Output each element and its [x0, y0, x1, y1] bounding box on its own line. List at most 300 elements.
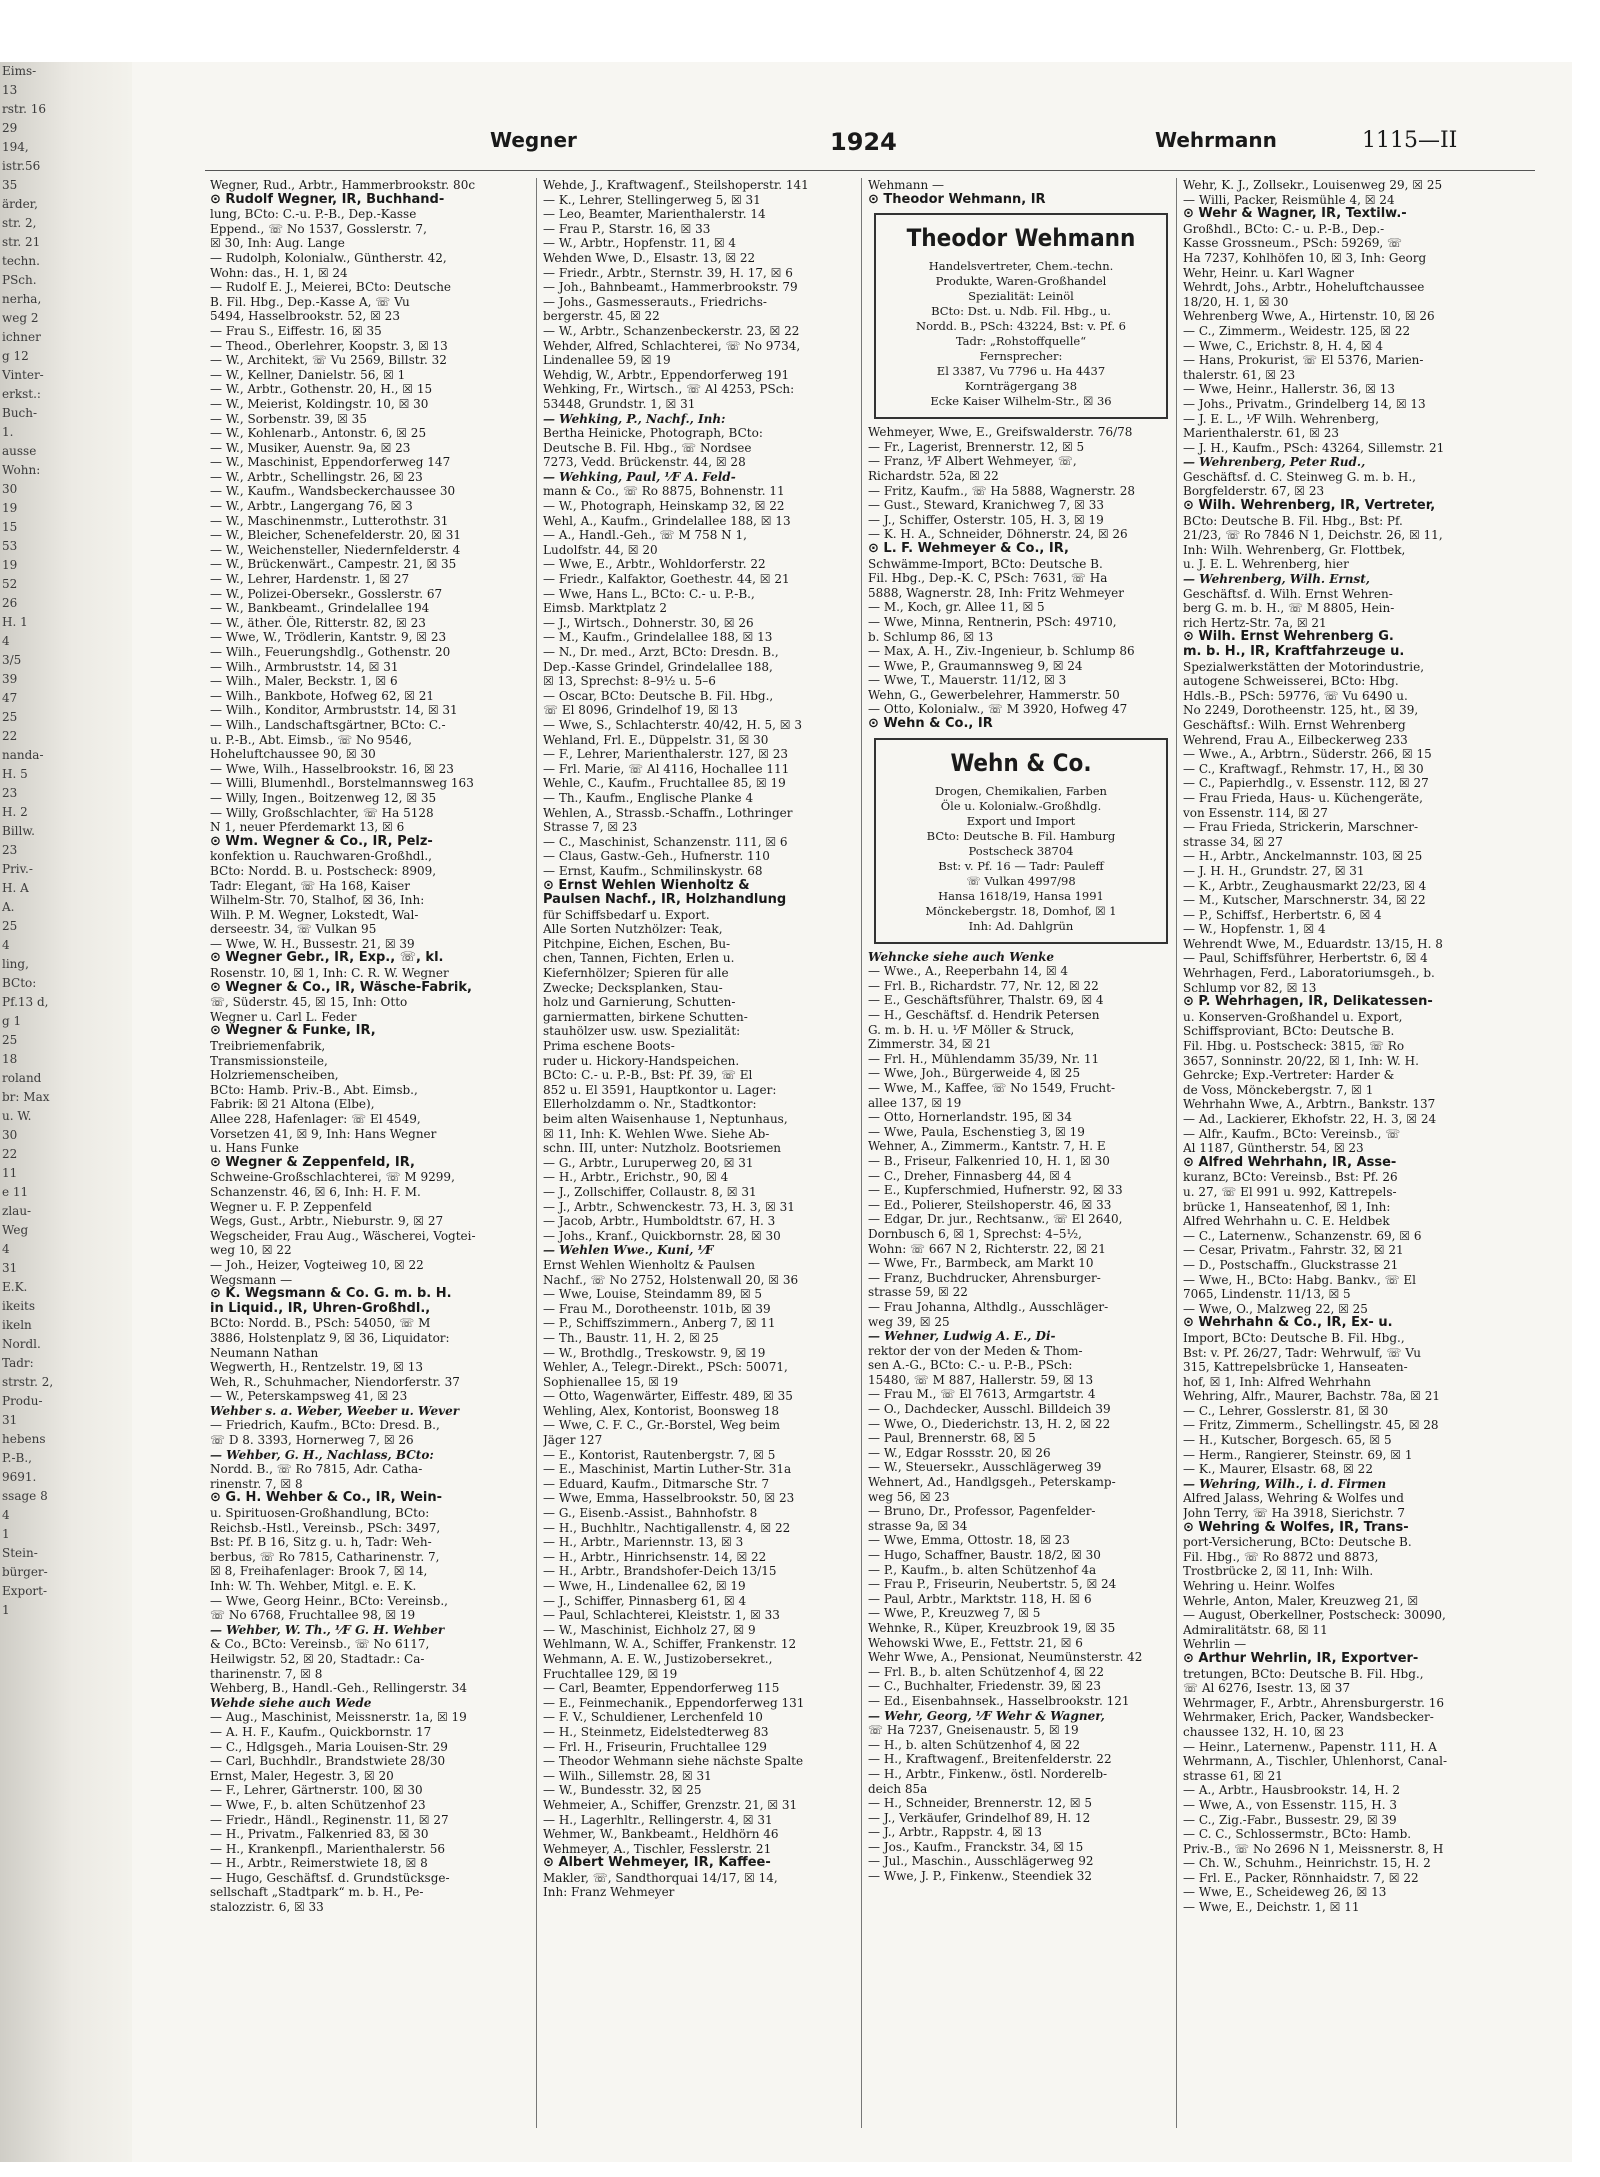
directory-entry: ☒ 8, Freihafenlager: Brook 7, ☒ 14, [210, 1564, 428, 1579]
directory-entry: — O., Dachdecker, Ausschl. Billdeich 39 [868, 1402, 1111, 1417]
directory-entry: allee 137, ☒ 19 [868, 1095, 962, 1110]
directory-entry: ⊙ G. H. Wehber & Co., IR, Wein- [210, 1491, 442, 1506]
directory-entry: — Wwe., A., Arbtrn., Süderstr. 266, ☒ 15 [1183, 747, 1432, 762]
directory-entry: Wehmann — [868, 178, 944, 192]
directory-entry: Schweine-Großschlachterei, ☏ M 9299, [210, 1170, 455, 1185]
directory-entry: u. P.-B., Abt. Eimsb., ☏ No 9546, [210, 732, 412, 747]
directory-entry: Spezialwerkstätten der Motorindustrie, [1183, 659, 1425, 674]
directory-entry: Wegscheider, Frau Aug., Wäscherei, Vogtei- [210, 1228, 476, 1243]
directory-entry: Bst: Pf. B 16, Sitz g. u. h, Tadr: Weh- [210, 1535, 432, 1550]
directory-entry: Zwecke; Decksplanken, Stau- [543, 980, 723, 995]
directory-entry: — W., Kohlenarb., Antonstr. 6, ☒ 25 [210, 426, 427, 441]
directory-entry: — C., Kraftwagf., Rehmstr. 17, H., ☒ 30 [1183, 761, 1424, 776]
binding-fragment: 1 [2, 1527, 10, 1541]
directory-entry: Wegsmann — [210, 1272, 293, 1287]
directory-entry: Schiffsproviant, BCto: Deutsche B. [1183, 1024, 1395, 1039]
directory-entry: — Wwe, E., Scheideweg 26, ☒ 13 [1183, 1885, 1387, 1900]
directory-entry: sen A.-G., BCto: C.- u. P.-B., PSch: [868, 1358, 1073, 1373]
directory-entry: — C., Buchhalter, Friedenstr. 39, ☒ 23 [868, 1679, 1101, 1694]
directory-entry: — Frau Johanna, Althdlg., Ausschläger- [868, 1299, 1109, 1314]
directory-entry: — N., Dr. med., Arzt, BCto: Dresdn. B., [543, 645, 779, 659]
directory-entry: — Max, A. H., Ziv.-Ingenieur, b. Schlump 86 [868, 644, 1135, 659]
binding-fragment: 25 [2, 919, 18, 933]
directory-entry: — J., Schiffer, Pinnasberg 61, ☒ 4 [543, 1593, 747, 1608]
directory-entry: — W., Hopfenstr. 1, ☒ 4 [1183, 922, 1326, 937]
ad-line: BCto: Dst. u. Ndb. Fil. Hbg., u. [931, 304, 1111, 319]
directory-entry: tretungen, BCto: Deutsche B. Fil. Hbg., [1183, 1666, 1424, 1681]
directory-entry: Eppend., ☏ No 1537, Gosslerstr. 7, [210, 221, 427, 236]
directory-entry: Wehmeyer, Wwe, E., Greifswalderstr. 76/78 [868, 425, 1133, 440]
directory-entry: Dornbusch 6, ☒ 1, Sprechst: 4–5½, [868, 1226, 1082, 1241]
directory-entry: Wehrmaker, Erich, Packer, Wandsbecker- [1183, 1710, 1434, 1725]
directory-entry: — J., Zollschiffer, Collaustr. 8, ☒ 31 [543, 1184, 757, 1199]
directory-entry: Wehrlin — [1183, 1637, 1247, 1652]
directory-entry: Wehner, A., Zimmerm., Kantstr. 7, H. E [868, 1139, 1106, 1154]
directory-entry: Kasse Grossneum., PSch: 59269, ☏ [1183, 236, 1403, 251]
binding-fragment: 1 [2, 1603, 10, 1617]
binding-fragment: ärder, [2, 197, 38, 211]
directory-entry: ⊙ Wehring & Wolfes, IR, Trans- [1183, 1520, 1409, 1535]
directory-entry: Hdls.-B., PSch: 59776, ☏ Vu 6490 u. [1183, 688, 1408, 703]
directory-entry: — Bruno, Dr., Professor, Pagenfelder- [868, 1504, 1096, 1519]
ad-line: Spezialität: Leinöl [968, 289, 1074, 304]
binding-fragment: BCto: [2, 976, 37, 990]
directory-entry: — D., Postschaffn., Gluckstrasse 21 [1183, 1257, 1399, 1272]
binding-fragment: ikeits [2, 1299, 36, 1313]
ad-line: Mönckebergstr. 18, Domhof, ☒ 1 [925, 903, 1117, 918]
directory-entry: Fil. Hbg., ☏ Ro 8872 und 8873, [1183, 1549, 1379, 1564]
directory-entry: Großhdl., BCto: C.- u. P.-B., Dep.- [1183, 221, 1385, 236]
directory-entry: — W., Maschinenmstr., Lutterothstr. 31 [210, 513, 449, 528]
directory-entry: Wehrend, Frau A., Eilbeckerweg 233 [1183, 732, 1408, 747]
directory-entry: Wehrendt Wwe, M., Eduardstr. 13/15, H. 8 [1183, 936, 1443, 951]
binding-fragment: 3/5 [2, 653, 22, 667]
directory-entry: — W., Musiker, Auenstr. 9a, ☒ 23 [210, 440, 411, 455]
directory-entry: m. b. H., IR, Kraftfahrzeuge u. [1183, 645, 1405, 659]
directory-entry: — Claus, Gastw.-Geh., Hufnerstr. 110 [543, 849, 770, 864]
directory-entry: Lindenallee 59, ☒ 19 [543, 353, 671, 368]
directory-entry: — J., Arbtr., Schwenckestr. 73, H. 3, ☒ 31 [543, 1199, 795, 1214]
directory-entry: Prima eschene Boots- [543, 1039, 675, 1054]
directory-entry: ☏ D 8. 3393, Hornerweg 7, ☒ 26 [210, 1433, 414, 1448]
directory-entry: Wehnert, Ad., Handlgsgeh., Peterskamp- [868, 1475, 1116, 1490]
directory-entry: Wehlmann, W. A., Schiffer, Frankenstr. 12 [543, 1637, 797, 1652]
directory-entry: ⊙ Albert Wehmeyer, IR, Kaffee- [543, 1856, 771, 1871]
directory-entry: — M., Koch, gr. Allee 11, ☒ 5 [868, 600, 1045, 615]
directory-entry: — H., Arbtr., Hinrichsenstr. 14, ☒ 22 [543, 1549, 767, 1564]
directory-entry: Fruchtallee 129, ☒ 19 [543, 1666, 678, 1681]
directory-entry: — C., Zig.-Fabr., Bussestr. 29, ☒ 39 [1183, 1812, 1397, 1827]
directory-entry: u. Spirituosen-Großhandlung, BCto: [210, 1506, 430, 1521]
directory-entry: — F., Lehrer, Marienthalerstr. 127, ☒ 23 [543, 747, 789, 762]
directory-entry: — Jacob, Arbtr., Humboldtstr. 67, H. 3 [543, 1214, 776, 1229]
directory-entry: — Wehner, Ludwig A. E., Di- [868, 1329, 1056, 1344]
binding-fragment: 4 [2, 938, 10, 952]
directory-entry: — E., Kupferschmied, Hufnerstr. 92, ☒ 33 [868, 1183, 1123, 1198]
directory-entry: holz und Garnierung, Schutten- [543, 995, 736, 1010]
directory-entry: — G., Arbtr., Luruperweg 20, ☒ 31 [543, 1155, 754, 1170]
directory-entry: — Fr., Lagerist, Brennerstr. 12, ☒ 5 [868, 439, 1085, 454]
directory-entry: 315, Kattrepelsbrücke 1, Hanseaten- [1183, 1360, 1408, 1375]
ad-line: Export und Import [966, 813, 1076, 828]
directory-entry: — C., Laternenw., Schanzenstr. 69, ☒ 6 [1183, 1228, 1422, 1243]
directory-entry: Wehland, Frl. E., Düppelstr. 31, ☒ 30 [543, 732, 769, 747]
binding-fragment: 39 [2, 672, 18, 686]
directory-entry: — Wilh., Bankbote, Hofweg 62, ☒ 21 [210, 688, 434, 703]
directory-entry: konfektion u. Rauchwaren-Großhdl., [210, 849, 432, 864]
directory-entry: Zimmerstr. 34, ☒ 21 [868, 1037, 992, 1052]
directory-entry: — Wwe, F., b. alten Schützenhof 23 [210, 1797, 426, 1812]
binding-fragment: 47 [2, 691, 18, 705]
directory-entry: in Liquid., IR, Uhren-Großhdl., [210, 1301, 431, 1316]
directory-entry: — C., Lehrer, Gosslerstr. 81, ☒ 30 [1183, 1403, 1389, 1418]
directory-entry: — B., Friseur, Falkenried 10, H. 1, ☒ 30 [868, 1153, 1110, 1168]
directory-entry: Wehking, Fr., Wirtsch., ☏ Al 4253, PSch: [543, 382, 795, 397]
directory-entry: — W., Arbtr., Gothenstr. 20, H., ☒ 15 [210, 382, 433, 397]
directory-entry: Fabrik: ☒ 21 Altona (Elbe), [210, 1097, 375, 1112]
directory-entry: — Carl, Beamter, Eppendorferweg 115 [543, 1681, 780, 1696]
directory-entry: Trostbrücke 2, ☒ 11, Inh: Wilh. [1183, 1564, 1374, 1579]
directory-entry: — P., Schiffsf., Herbertstr. 6, ☒ 4 [1183, 907, 1382, 922]
binding-fragment: hebens [2, 1432, 46, 1446]
directory-entry: — H., Arbtr., Anckelmannstr. 103, ☒ 25 [1183, 849, 1423, 864]
directory-entry: Nachf., ☏ No 2752, Holstenwall 20, ☒ 36 [543, 1272, 799, 1287]
directory-entry: Wehde, J., Kraftwagenf., Steilshoperstr. 141 [543, 178, 809, 192]
binding-fragment: H. A [2, 881, 29, 895]
directory-entry: — W., Architekt, ☏ Vu 2569, Billstr. 32 [210, 353, 447, 368]
directory-entry: — Wwe, T., Mauerstr. 11/12, ☒ 3 [868, 673, 1067, 688]
binding-fragment: 53 [2, 539, 18, 553]
directory-entry: — K., Maurer, Elsastr. 68, ☒ 22 [1183, 1462, 1373, 1477]
directory-entry: G. m. b. H. u. ⅟F Möller & Struck, [868, 1022, 1075, 1037]
directory-entry: — H., Buchhltr., Nachtigallenstr. 4, ☒ 22 [543, 1520, 791, 1535]
directory-entry: von Essenstr. 114, ☒ 27 [1183, 805, 1328, 820]
directory-entry: Jäger 127 [543, 1433, 603, 1448]
directory-entry: — W., Arbtr., Schellingstr. 26, ☒ 23 [210, 469, 423, 484]
directory-entry: Wehdig, W., Arbtr., Eppendorferweg 191 [543, 367, 790, 382]
directory-entry: — Th., Baustr. 11, H. 2, ☒ 25 [543, 1330, 719, 1345]
directory-entry: Wehmann, A. E. W., Justizobersekret., [543, 1651, 773, 1666]
directory-entry: ⊙ K. Wegsmann & Co. G. m. b. H. [210, 1287, 452, 1302]
binding-fragment: nerha, [2, 292, 42, 306]
binding-fragment: 22 [2, 1147, 18, 1161]
binding-fragment: 52 [2, 577, 18, 591]
binding-fragment: Pf.13 d, [2, 995, 49, 1009]
directory-entry: — Wwe, A., von Essenstr. 115, H. 3 [1183, 1797, 1398, 1812]
directory-entry: — Wehrenberg, Peter Rud., [1183, 455, 1366, 470]
directory-entry: — Fritz, Zimmerm., Schellingstr. 45, ☒ 28 [1183, 1418, 1439, 1433]
directory-entry: autogene Schweisserei, BCto: Hbg. [1183, 674, 1399, 689]
ad-line: ☏ Vulkan 4997/98 [966, 873, 1076, 888]
binding-fragment: A. [2, 900, 15, 914]
directory-entry: — Wehrenberg, Wilh. Ernst, [1183, 572, 1370, 587]
directory-entry: — W., Bankbeamt., Grindelallee 194 [210, 601, 430, 616]
directory-entry: — Jul., Maschin., Ausschlägerweg 92 [868, 1854, 1094, 1869]
directory-entry: — H., Privatm., Falkenried 83, ☒ 30 [210, 1827, 429, 1842]
directory-entry: — F., Lehrer, Gärtnerstr. 100, ☒ 30 [210, 1783, 423, 1798]
directory-entry: — W., Maschinist, Eichholz 27, ☒ 9 [543, 1622, 756, 1637]
directory-entry: derseestr. 34, ☏ Vulkan 95 [210, 922, 377, 937]
directory-entry: — W., Arbtr., Langergang 76, ☒ 3 [210, 499, 413, 514]
directory-entry: — Wwe, Emma, Hasselbrookstr. 50, ☒ 23 [543, 1491, 795, 1506]
directory-entry: — F. V., Schuldiener, Lerchenfeld 10 [543, 1710, 763, 1725]
directory-entry: — M., Kaufm., Grindelallee 188, ☒ 13 [543, 630, 773, 645]
directory-entry: Treibriemenfabrik, [210, 1039, 326, 1054]
directory-entry: stalozzistr. 6, ☒ 33 [210, 1900, 324, 1915]
ad-line: Nordd. B., PSch: 43224, Bst: v. Pf. 6 [916, 319, 1126, 334]
directory-entry: ☒ 11, Inh: K. Wehlen Wwe. Siehe Ab- [543, 1126, 770, 1141]
directory-entry: Alfred Wehrhahn u. C. E. Heldbek [1183, 1214, 1390, 1229]
binding-fragment: 4 [2, 634, 10, 648]
directory-entry: — J. E. L., ⅟F Wilh. Wehrenberg, [1183, 411, 1380, 426]
directory-entry: — Hugo, Schaffner, Baustr. 18/2, ☒ 30 [868, 1548, 1101, 1562]
directory-entry: 3657, Sonninstr. 20/22, ☒ 1, Inh: W. H. [1183, 1053, 1419, 1068]
ad-line: Kornträgergang 38 [964, 379, 1078, 394]
binding-fragment: rstr. 16 [2, 102, 47, 116]
directory-entry: Wegner u. Carl L. Feder [210, 1009, 357, 1024]
directory-entry: — Wilh., Landschaftsgärtner, BCto: C.- [210, 717, 446, 732]
directory-entry: — C., Hdlgsgeh., Maria Louisen-Str. 29 [210, 1739, 448, 1754]
directory-entry: Wegner, Rud., Arbtr., Hammerbrookstr. 80c [210, 178, 476, 192]
directory-entry: ☏ Ha 7237, Gneisenaustr. 5, ☒ 19 [868, 1723, 1079, 1738]
binding-fragment: 9691. [2, 1470, 37, 1484]
directory-entry: — Paul, Brennerstr. 68, ☒ 5 [868, 1431, 1036, 1446]
directory-entry: — Wwe, W. H., Bussestr. 21, ☒ 39 [210, 936, 415, 951]
advertisement-wehn [874, 738, 1168, 944]
directory-entry: für Schiffsbedarf u. Export. [543, 907, 710, 922]
binding-fragment: 4 [2, 1242, 10, 1256]
directory-entry: — E., Geschäftsführer, Thalstr. 69, ☒ 4 [868, 993, 1104, 1008]
directory-entry: weg 10, ☒ 22 [210, 1243, 292, 1258]
directory-entry: — H., Krankenpfl., Marienthalerstr. 56 [210, 1841, 446, 1856]
binding-fragment: 30 [2, 1128, 18, 1142]
directory-entry: — H., b. alten Schützenhof 4, ☒ 22 [868, 1737, 1081, 1752]
directory-entry: — A., Arbtr., Hausbrookstr. 14, H. 2 [1183, 1783, 1400, 1798]
directory-entry: Schanzenstr. 46, ☒ 6, Inh: H. F. M. [210, 1184, 421, 1199]
directory-entry: — A., Handl.-Geh., ☏ M 758 N 1, [543, 528, 747, 543]
header-last-entry: Wehrmann [1155, 128, 1277, 152]
binding-fragment: 30 [2, 482, 18, 496]
directory-entry: Kiefernhölzer; Spieren für alle [543, 966, 729, 981]
directory-entry: — Ad., Lackierer, Ekhofstr. 22, H. 3, ☒ 24 [1183, 1112, 1437, 1126]
directory-entry: ☒ 30, Inh: Aug. Lange [210, 236, 345, 251]
binding-fragment: Stein- [2, 1546, 38, 1560]
directory-entry: — E., Maschinist, Martin Luther-Str. 31a [543, 1462, 792, 1477]
directory-entry: — Johs., Kranf., Quickbornstr. 28, ☒ 30 [543, 1228, 781, 1243]
binding-fragment: g 12 [2, 349, 29, 363]
directory-entry: — Johs., Privatm., Grindelberg 14, ☒ 13 [1183, 396, 1426, 411]
ad-line: Fernsprecher: [979, 349, 1063, 364]
directory-entry: — W., Arbtr., Hopfenstr. 11, ☒ 4 [543, 236, 737, 251]
directory-entry: ☏ Al 6276, Isestr. 13, ☒ 37 [1183, 1681, 1351, 1696]
directory-entry: port-Versicherung, BCto: Deutsche B. [1183, 1535, 1412, 1550]
directory-entry: Alle Sorten Nutzhölzer: Teak, [543, 922, 723, 937]
directory-entry: strasse 61, ☒ 21 [1183, 1768, 1283, 1783]
directory-entry: — C., Zimmerm., Weidestr. 125, ☒ 22 [1183, 323, 1411, 338]
directory-entry: weg 56, ☒ 23 [868, 1489, 950, 1504]
directory-entry: — Ed., Eisenbahnsek., Hasselbrookstr. 121 [868, 1693, 1130, 1708]
directory-entry: — Frau M., Dorotheenstr. 101b, ☒ 39 [543, 1301, 771, 1316]
directory-entry: — W., Bleicher, Schenefelderstr. 20, ☒ 31 [210, 528, 461, 543]
directory-entry: ⊙ Arthur Wehrlin, IR, Exportver- [1183, 1651, 1419, 1666]
directory-entry: strasse 34, ☒ 27 [1183, 834, 1283, 849]
advertisement-wehmann [874, 213, 1168, 419]
ad-line: Inh: Ad. Dahlgrün [968, 918, 1074, 933]
binding-fragment: Tadr: [2, 1356, 34, 1370]
directory-entry: — Heinr., Laternenw., Papenstr. 111, H. A [1183, 1739, 1437, 1754]
directory-entry: — Rudolph, Kolonialw., Güntherstr. 42, [210, 250, 447, 265]
directory-entry: — Frl. H., Friseurin, Fruchtallee 129 [543, 1739, 767, 1754]
binding-fragment: P.-B., [2, 1451, 32, 1465]
directory-entry: — Wwe, Emma, Ottostr. 18, ☒ 23 [868, 1533, 1070, 1548]
directory-entry: deich 85a [868, 1781, 928, 1796]
directory-entry: rinenstr. 7, ☒ 8 [210, 1476, 303, 1491]
directory-entry: — Wwe, E., Deichstr. 1, ☒ 11 [1183, 1900, 1360, 1915]
directory-entry: Wilhelm-Str. 70, Stalhof, ☒ 36, Inh: [210, 893, 425, 908]
directory-entry: Nordd. B., ☏ Ro 7815, Adr. Catha- [210, 1462, 423, 1477]
directory-entry: Wehder, Alfred, Schlachterei, ☏ No 9734, [543, 338, 801, 353]
directory-entry: — Wwe., A., Reeperbahn 14, ☒ 4 [868, 964, 1069, 979]
directory-entry: Makler, ☏, Sandthorquai 14/17, ☒ 14, [543, 1870, 778, 1885]
directory-entry: — Wilh., Konditor, Armbruststr. 14, ☒ 31 [210, 703, 458, 718]
directory-entry: ☏ El 8096, Grindelhof 19, ☒ 13 [543, 703, 738, 718]
directory-entry: Neumann Nathan [210, 1345, 319, 1360]
directory-entry: — Wwe, Heinr., Hallerstr. 36, ☒ 13 [1183, 382, 1396, 397]
column-3 [868, 178, 1178, 2128]
directory-entry: — W., Edgar Rossstr. 20, ☒ 26 [868, 1445, 1051, 1460]
directory-entry: Ernst Wehlen Wienholtz & Paulsen [543, 1257, 755, 1272]
directory-entry: garniermatten, birkene Schutten- [543, 1009, 748, 1024]
directory-entry: ⊙ Wegner & Co., IR, Wäsche-Fabrik, [210, 980, 472, 995]
directory-entry: u. Konserven-Großhandel u. Export, [1183, 1009, 1403, 1024]
directory-entry: Wehling, Alex, Kontorist, Boonsweg 18 [543, 1403, 780, 1418]
directory-entry: Priv.-B., ☏ No 2696 N 1, Meissnerstr. 8, H [1183, 1841, 1444, 1856]
directory-entry: weg 39, ☒ 25 [868, 1314, 950, 1329]
directory-entry: — Wilh., Feuerungshdlg., Gothenstr. 20 [210, 645, 451, 659]
directory-entry: BCto: Nordd. B. u. Postscheck: 8909, [210, 863, 437, 878]
directory-entry: — K., Lehrer, Stellingerweg 5, ☒ 31 [543, 192, 761, 207]
directory-entry: & Co., BCto: Vereinsb., ☏ No 6117, [210, 1637, 430, 1652]
directory-entry: — W., Brothdlg., Treskowstr. 9, ☒ 19 [543, 1345, 766, 1360]
directory-entry: ⊙ Wehrhahn & Co., IR, Ex- u. [1183, 1316, 1393, 1331]
directory-entry: — Willy, Großschlachter, ☏ Ha 5128 [210, 805, 434, 820]
directory-entry: 852 u. El 3591, Hauptkontor u. Lager: [543, 1082, 777, 1097]
binding-fragment: g 1 [2, 1014, 22, 1028]
binding-fragment: erkst.: [2, 387, 41, 401]
directory-entry: B. Fil. Hbg., Dep.-Kasse A, ☏ Vu [210, 294, 410, 309]
directory-entry: Wohn: ☏ 667 N 2, Richterstr. 22, ☒ 21 [868, 1241, 1106, 1256]
binding-fragment: Export- [2, 1584, 48, 1598]
directory-entry: — P., Kaufm., b. alten Schützenhof 4a [868, 1562, 1097, 1577]
directory-entry: — Wwe, O., Malzweg 22, ☒ 25 [1183, 1301, 1368, 1316]
directory-entry: John Terry, ☏ Ha 3918, Sierichstr. 7 [1183, 1506, 1406, 1521]
header-rule [205, 170, 1535, 171]
directory-entry: Wehberg, B., Handl.-Geh., Rellingerstr. 34 [210, 1681, 468, 1696]
directory-entry: Wehrmager, F., Arbtr., Ahrensburgerstr. 16 [1183, 1695, 1445, 1710]
directory-entry: Wehring u. Heinr. Wolfes [1183, 1579, 1335, 1593]
directory-entry: — Eduard, Kaufm., Ditmarsche Str. 7 [543, 1476, 770, 1491]
binding-fragment: e 11 [2, 1185, 29, 1199]
header-year: 1924 [830, 128, 897, 156]
directory-entry: Wehler, A., Telegr.-Direkt., PSch: 50071, [543, 1360, 788, 1375]
directory-entry: Strasse 7, ☒ 23 [543, 820, 638, 835]
directory-entry: — Edgar, Dr. jur., Rechtsanw., ☏ El 2640, [868, 1212, 1123, 1227]
directory-entry: chen, Tannen, Fichten, Erlen u. [543, 951, 735, 966]
directory-entry: Allee 228, Hafenlager: ☏ El 4549, [210, 1112, 421, 1126]
directory-entry: — Wehring, Wilh., i. d. Firmen [1183, 1476, 1387, 1491]
directory-entry: — H., Arbtr., Mariennstr. 13, ☒ 3 [543, 1535, 744, 1550]
directory-entry: Vorsetzen 41, ☒ 9, Inh: Hans Wegner [210, 1126, 437, 1141]
directory-entry: — Wilh., Armbruststr. 14, ☒ 31 [210, 659, 399, 674]
directory-entry: Wehring, Alfr., Maurer, Bachstr. 78a, ☒ 21 [1183, 1389, 1441, 1404]
ad-line: Postscheck 38704 [968, 843, 1074, 858]
binding-fragment: 25 [2, 710, 18, 724]
directory-entry: — Hugo, Geschäftsf. d. Grundstücksge- [210, 1870, 450, 1885]
directory-entry: — Wwe, Hans L., BCto: C.- u. P.-B., [543, 586, 755, 601]
directory-entry: — August, Oberkellner, Postscheck: 30090, [1183, 1608, 1446, 1623]
directory-entry: — Paul, Schlachterei, Kleiststr. 1, ☒ 33 [543, 1608, 780, 1623]
directory-entry: Inh: W. Th. Wehber, Mitgl. e. E. K. [210, 1579, 417, 1593]
column-4 [1183, 178, 1525, 2128]
binding-fragment: str. 21 [2, 235, 41, 249]
directory-entry: — W., äther. Öle, Ritterstr. 82, ☒ 23 [210, 615, 426, 630]
binding-fragment: zlau- [2, 1204, 32, 1218]
directory-entry: — Friedr., Arbtr., Sternstr. 39, H. 17, ☒ 6 [543, 265, 793, 280]
directory-entry: Weh, R., Schuhmacher, Niendorferstr. 37 [210, 1374, 460, 1389]
directory-entry: — Wwe, C., Erichstr. 8, H. 4, ☒ 4 [1183, 338, 1383, 353]
directory-entry: Geschäftsf.: Wilh. Ernst Wehrenberg [1183, 717, 1406, 732]
directory-entry: Wehncke siehe auch Wenke [868, 949, 1055, 964]
binding-fragment: Wohn: [2, 463, 41, 477]
binding-fragment: Vinter- [2, 368, 44, 382]
directory-entry: Wehlen, A., Strassb.-Schaffn., Lothringer [543, 805, 793, 820]
directory-entry: u. J. E. L. Wehrenberg, hier [1183, 557, 1349, 572]
directory-entry: ⊙ Alfred Wehrhahn, IR, Asse- [1183, 1155, 1397, 1170]
binding-fragment: Produ- [2, 1394, 43, 1408]
directory-entry: — Wwe, Georg Heinr., BCto: Vereinsb., [210, 1593, 448, 1608]
directory-entry: 5494, Hasselbrookstr. 52, ☒ 23 [210, 309, 400, 324]
directory-entry: — Frau P., Friseurin, Neubertstr. 5, ☒ 24 [868, 1577, 1117, 1592]
binding-fragment: 25 [2, 1033, 18, 1047]
header-first-entry: Wegner [490, 128, 577, 152]
directory-entry: ⊙ Wm. Wegner & Co., IR, Pelz- [210, 834, 433, 849]
ad-line: Hansa 1618/19, Hansa 1991 [938, 888, 1104, 903]
directory-entry: — J., Arbtr., Rappstr. 4, ☒ 13 [868, 1825, 1042, 1840]
directory-entry: Ha 7237, Kohlhöfen 10, ☒ 3, Inh: Georg [1183, 250, 1427, 265]
directory-entry: Wehrmann, A., Tischler, Uhlenhorst, Canal- [1183, 1754, 1448, 1769]
directory-entry: kuranz, BCto: Vereinsb., Bst: Pf. 26 [1183, 1170, 1398, 1185]
binding-fragment: 29 [2, 121, 18, 135]
directory-entry: — Frau S., Eiffestr. 16, ☒ 35 [210, 323, 382, 338]
directory-entry: lung, BCto: C.-u. P.-B., Dep.-Kasse [210, 207, 417, 222]
directory-entry: rektor der von der Meden & Thom- [868, 1343, 1083, 1358]
column-divider [536, 178, 537, 2128]
binding-fragment: 35 [2, 178, 18, 192]
directory-entry: Al 1187, Güntherstr. 54, ☒ 23 [1183, 1141, 1364, 1156]
directory-entry: — Otto, Hornerlandstr. 195, ☒ 34 [868, 1110, 1072, 1125]
header-page-number: 1115—II [1362, 128, 1458, 153]
directory-entry: Admiralitätstr. 68, ☒ 11 [1183, 1622, 1328, 1637]
directory-entry: Schwämme-Import, BCto: Deutsche B. [868, 556, 1103, 571]
directory-entry: Inh: Wilh. Wehrenberg, Gr. Flottbek, [1183, 542, 1406, 557]
directory-entry: — C., Maschinist, Schanzenstr. 111, ☒ 6 [543, 834, 788, 849]
directory-entry: — Frl. B., Richardstr. 77, Nr. 12, ☒ 22 [868, 978, 1099, 993]
ad-line: El 3387, Vu 7796 u. Ha 4437 [936, 364, 1106, 379]
directory-entry: — Theodor Wehmann siehe nächste Spalte [543, 1754, 804, 1769]
directory-entry: — Friedr., Händl., Reginenstr. 11, ☒ 27 [210, 1812, 449, 1827]
binding-fragment: roland [2, 1071, 42, 1085]
directory-entry: u. Hans Funke [210, 1141, 299, 1156]
